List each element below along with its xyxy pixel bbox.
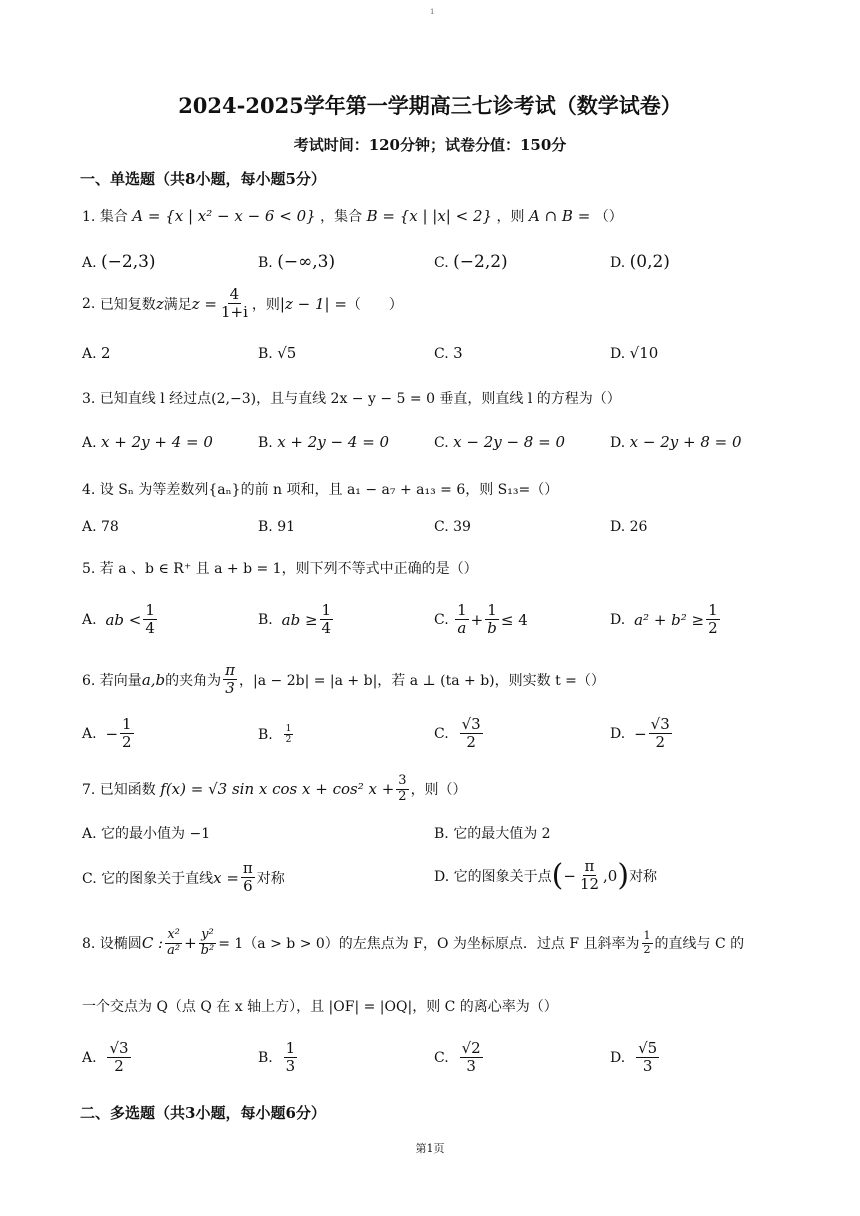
q1-option-d: D. (0,2) bbox=[610, 252, 670, 272]
q8-option-c: C. $\frac{√2}{3}$ bbox=[434, 1039, 481, 1076]
q4-option-c: C. 39 bbox=[434, 519, 471, 535]
intersection-expr: A ∩ B = bbox=[528, 207, 591, 225]
q8-option-b: B. $\frac{1}{3}$ bbox=[258, 1039, 296, 1076]
q1-option-c: C. (−2,2) bbox=[434, 252, 508, 272]
question-1 bbox=[82, 206, 623, 226]
q6-option-b: B. $\frac{1}{2}$ bbox=[258, 724, 292, 746]
q6-option-d: D. − $\frac{√3}{2}$ bbox=[610, 715, 670, 752]
z-eq: z = bbox=[191, 294, 217, 313]
q3-option-b: B. x + 2y − 4 = 0 bbox=[258, 433, 390, 451]
function-expr: f(x) = √3 sin x cos x + cos² x + bbox=[160, 780, 395, 799]
exam-title: 2024-2025学年第一学期高三七诊考试（数学试卷） bbox=[178, 93, 682, 118]
question-number: 1. bbox=[82, 209, 96, 225]
q1-text: ，则 bbox=[496, 209, 525, 225]
exam-subtitle: 考试时间：120分钟；试卷分值：150分 bbox=[293, 136, 567, 154]
var-z: z bbox=[155, 294, 164, 313]
q5-option-b: B. ab ≥ $\frac{1}{4}$ bbox=[258, 601, 332, 638]
question-8-line-2: 一个交点为 Q（点 Q 在 x 轴上方），且 |OF| = |OQ|，则 C 的离心率为（） bbox=[82, 999, 558, 1015]
q4-option-d: D. 26 bbox=[610, 519, 648, 535]
q3-option-d: D. x − 2y + 8 = 0 bbox=[610, 433, 742, 451]
question-3: 3. 已知直线 l 经过点(2,−3)，且与直线 2x − y − 5 = 0 垂直，则直线 l 的方程为（） bbox=[82, 391, 621, 407]
set-b: B = {x | |x| < 2} bbox=[366, 207, 493, 225]
q7-option-d: D. 它的图象关于点 ( − $\frac{\pi}{12}$ ,0 ) 对称 bbox=[434, 857, 658, 894]
q6-option-c: C. $\frac{√3}{2}$ bbox=[434, 715, 481, 752]
q2-text: ，则 bbox=[251, 296, 280, 313]
answer-blank: （） bbox=[594, 209, 623, 225]
q3-option-a: A. x + 2y + 4 = 0 bbox=[82, 433, 213, 451]
q4-option-a: A. 78 bbox=[82, 519, 119, 535]
section-single-choice: 一、单选题（共8小题，每小题5分） bbox=[80, 170, 326, 188]
question-5: 5. 若 a 、b ∈ R⁺ 且 a + b = 1，则下列不等式中正确的是（） bbox=[82, 561, 478, 577]
q6-option-a: A. − $\frac{1}{2}$ bbox=[82, 715, 132, 752]
q8-option-d: D. $\frac{√5}{3}$ bbox=[610, 1039, 658, 1076]
q2-option-d: D. √10 bbox=[610, 344, 659, 362]
q2-text: 已知复数 bbox=[99, 296, 156, 313]
q1-text: 集合 bbox=[99, 209, 128, 225]
q7-option-c: C. 它的图象关于直线 x = $\frac{\pi}{6}$ 对称 bbox=[82, 859, 285, 896]
question-number: 2. bbox=[82, 295, 96, 312]
page-marker: 1 bbox=[430, 8, 435, 16]
q3-option-c: C. x − 2y − 8 = 0 bbox=[434, 433, 566, 451]
abs-expr: |z − 1| = bbox=[279, 294, 347, 313]
page-footer: 第1页 bbox=[415, 1142, 445, 1155]
section-multi-choice: 二、多选题（共3小题，每小题6分） bbox=[80, 1104, 326, 1122]
q2-option-b: B. √5 bbox=[258, 344, 297, 362]
q4-option-b: B. 91 bbox=[258, 519, 296, 535]
question-4: 4. 设 Sₙ 为等差数列{aₙ}的前 n 项和，且 a₁ − a₇ + a₁₃ = 6，则 S₁₃=（） bbox=[82, 482, 559, 498]
q5-option-c: C. $\frac{1}{a}$ + $\frac{1}{b}$ ≤ 4 bbox=[434, 601, 528, 638]
question-8: 8. 设椭圆 C : $\frac{\text{x²}}{\text{a²}}$ + $\frac{\text{y²}}{\text{b²}}$ = 1（a > b > 0）的左焦点为 F，O 为坐标原点．过点 F 且斜率为 $\frac{1}{2}$ 的直线与 C 的 bbox=[82, 927, 745, 958]
q2-option-c: C. 3 bbox=[434, 344, 463, 362]
question-7: 7. 已知函数 f(x) = √3 sin x cos x + cos² x + $\frac{3}{2}$ ，则（） bbox=[82, 773, 467, 804]
set-a: A = {x | x² − x − 6 < 0} bbox=[132, 207, 316, 225]
answer-blank: （ ） bbox=[346, 296, 403, 313]
q8-option-a: A. $\frac{√3}{2}$ bbox=[82, 1039, 129, 1076]
q7-option-b: B. 它的最大值为 2 bbox=[434, 826, 551, 842]
q1-text: ，集合 bbox=[320, 209, 363, 225]
q2-option-a: A. 2 bbox=[82, 344, 111, 362]
q7-option-a: A. 它的最小值为 −1 bbox=[82, 826, 211, 842]
question-2 bbox=[82, 286, 403, 322]
q2-text: 满足 bbox=[163, 296, 192, 313]
vector-ab: a,b bbox=[141, 670, 166, 689]
q1-option-b: B. (−∞,3) bbox=[258, 252, 336, 272]
angle-fraction: $\frac{\pi}{3}$ bbox=[225, 661, 235, 698]
q1-option-a: A. (−2,3) bbox=[82, 252, 156, 272]
fraction: $\frac{4}{1+i}$ bbox=[220, 285, 248, 322]
q5-option-a: A. ab < $\frac{1}{4}$ bbox=[82, 601, 155, 638]
question-6: 6. 若向量 a,b 的夹角为 $\frac{\pi}{3}$ ，|a − 2b| = |a + b|，若 a ⊥ (ta + b)，则实数 t =（） bbox=[82, 661, 605, 698]
q5-option-d: D. a² + b² ≥ $\frac{1}{2}$ bbox=[610, 601, 718, 638]
